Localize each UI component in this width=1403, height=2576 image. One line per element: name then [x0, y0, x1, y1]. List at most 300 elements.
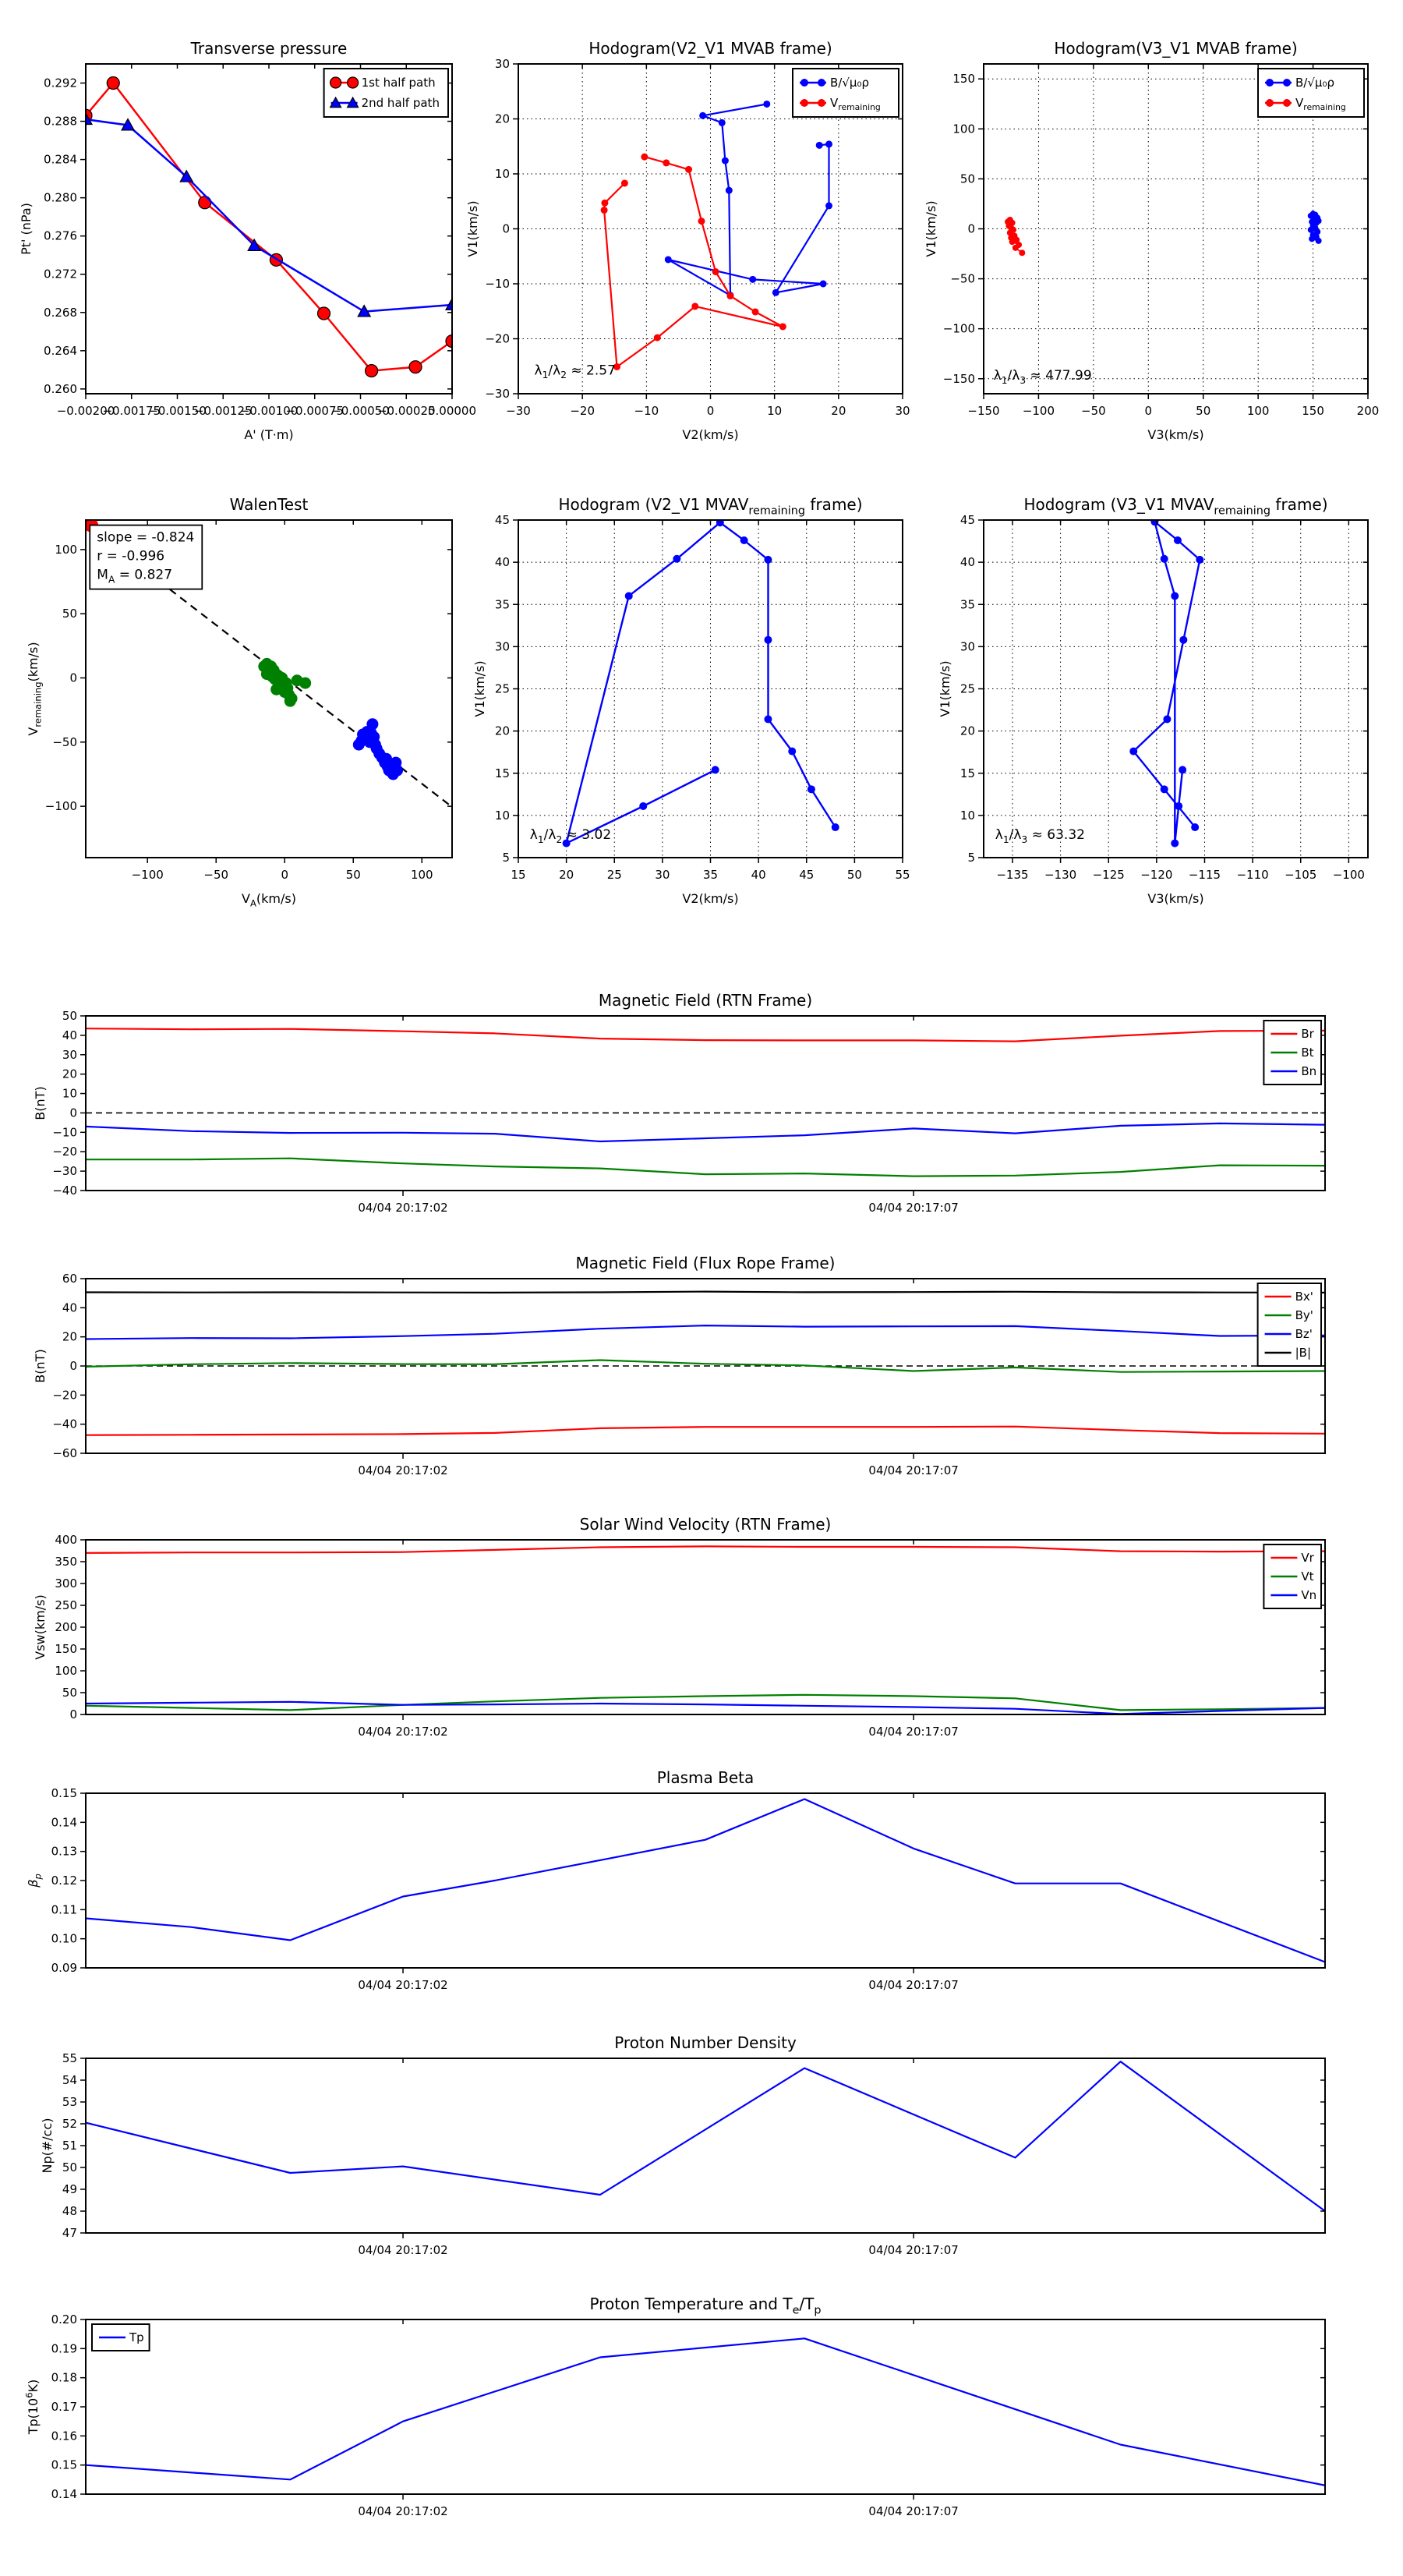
- y-tick-label: −10: [52, 1125, 77, 1140]
- marker-dot: [1283, 99, 1291, 107]
- marker-dot: [663, 159, 670, 166]
- marker-dot: [818, 99, 825, 107]
- marker-dot: [800, 99, 808, 107]
- y-tick-label: −50: [52, 734, 77, 749]
- y-tick-label: −100: [44, 799, 77, 814]
- marker-dot: [601, 200, 608, 207]
- panel-magnetic-field-rtn: [33, 991, 1325, 1215]
- marker-dot: [391, 765, 403, 777]
- x-tick-label: −0.00125: [193, 404, 253, 418]
- x-tick-label: 30: [655, 868, 670, 882]
- x-tick-label: 0.00000: [427, 404, 477, 418]
- x-tick-label: −135: [996, 868, 1029, 882]
- x-tick-label: −120: [1140, 868, 1173, 882]
- series-Bx': [86, 1427, 1325, 1435]
- panel-title: Hodogram (V2_V1 $MVAV_{remaining}$ frame): [558, 495, 863, 518]
- marker-dot: [1316, 218, 1322, 224]
- axes-frame: [86, 2319, 1325, 2494]
- y-tick-label: 0: [69, 671, 77, 685]
- marker-dot: [808, 785, 815, 793]
- marker-dot: [726, 187, 733, 194]
- axes-frame: [86, 2058, 1325, 2233]
- y-tick-label: 60: [62, 1272, 77, 1286]
- y-tick-label: 20: [959, 724, 975, 738]
- legend-label: $V_{remaining}$: [1295, 96, 1346, 113]
- y-tick-label: −150: [942, 371, 975, 386]
- y-tick-label: 0.11: [51, 1902, 77, 1917]
- y-tick-label: 0.260: [44, 381, 77, 396]
- x-tick-label: 04/04 20:17:07: [868, 2504, 959, 2518]
- y-tick-label: 300: [55, 1576, 77, 1591]
- marker-dot: [818, 79, 825, 87]
- series-Bn: [86, 1123, 1325, 1141]
- y-tick-label: 100: [55, 1664, 77, 1678]
- x-tick-label: 04/04 20:17:07: [868, 1725, 959, 1739]
- y-tick-label: 10: [494, 808, 510, 823]
- y-tick-label: 20: [62, 1067, 77, 1081]
- legend-label: |B|: [1295, 1346, 1312, 1360]
- legend-label: 2nd half path: [361, 96, 440, 110]
- marker-dot: [820, 281, 827, 288]
- y-axis-label: B(nT): [33, 1349, 48, 1383]
- panel-title: WalenTest: [229, 495, 309, 514]
- y-axis-label: $Tp(10^6K)$: [23, 2379, 41, 2435]
- y-tick-label: 48: [62, 2204, 77, 2218]
- x-tick-label: 0: [706, 404, 715, 418]
- series-B-hodogram: [668, 104, 829, 295]
- series-2nd half path: [86, 119, 452, 312]
- x-tick-label: 40: [751, 868, 766, 882]
- x-tick-label: −50: [1081, 404, 1106, 418]
- marker-dot: [1163, 715, 1171, 723]
- axes-frame: [86, 1793, 1325, 1968]
- legend-label: Vt: [1301, 1569, 1314, 1583]
- marker-dot: [1009, 239, 1016, 245]
- x-tick-label: 15: [511, 868, 526, 882]
- y-tick-label: 0.18: [51, 2370, 77, 2385]
- marker-dot: [1161, 555, 1168, 563]
- marker-dot: [1283, 79, 1291, 87]
- panel-hodogram-v3v1-mvab: [924, 39, 1379, 442]
- marker-dot: [764, 636, 772, 644]
- legend-label: B/√μ₀ρ: [1295, 76, 1334, 90]
- panel-title: Plasma Beta: [656, 1768, 755, 1787]
- legend-label: Br: [1301, 1027, 1314, 1041]
- legend-label: By': [1295, 1308, 1313, 1322]
- y-tick-label: 20: [494, 724, 510, 738]
- y-tick-label: 0.12: [51, 1874, 77, 1888]
- x-tick-label: −100: [131, 868, 164, 882]
- y-tick-label: 0.20: [51, 2312, 77, 2327]
- stats-line: slope = -0.824: [97, 529, 195, 546]
- marker-dot: [816, 142, 823, 149]
- y-tick-label: −60: [52, 1446, 77, 1460]
- y-tick-label: −30: [52, 1164, 77, 1179]
- x-tick-label: 04/04 20:17:07: [868, 1463, 959, 1477]
- panel-solar-wind-velocity: [33, 1515, 1325, 1739]
- y-tick-label: 150: [952, 72, 975, 87]
- y-tick-label: −30: [485, 387, 510, 401]
- marker-dot: [1161, 785, 1168, 793]
- marker-circle: [199, 196, 211, 209]
- y-tick-label: 0.272: [44, 267, 77, 281]
- series-Bt: [86, 1159, 1325, 1177]
- marker-dot: [1129, 748, 1137, 755]
- y-tick-label: 20: [62, 1329, 77, 1344]
- marker-dot: [832, 823, 839, 831]
- y-axis-label: Np(#/cc): [40, 2118, 55, 2174]
- panel-title: Proton Temperature and $T_e/T_p$: [589, 2295, 822, 2317]
- x-tick-label: −150: [967, 404, 1000, 418]
- y-tick-label: 100: [55, 542, 77, 557]
- y-tick-label: 50: [62, 607, 77, 621]
- y-tick-label: 47: [62, 2226, 77, 2240]
- marker-dot: [1179, 766, 1186, 773]
- x-tick-label: 10: [767, 404, 783, 418]
- x-tick-label: 35: [702, 868, 719, 882]
- y-tick-label: −40: [52, 1184, 77, 1198]
- x-axis-label: $V_A(km/s)$: [242, 891, 296, 909]
- marker-dot: [749, 276, 756, 283]
- y-tick-label: 100: [952, 122, 975, 136]
- y-tick-label: 51: [62, 2139, 77, 2153]
- x-tick-label: 100: [410, 868, 433, 882]
- y-tick-label: 0.264: [44, 343, 77, 358]
- panel-proton-temperature: [23, 2295, 1325, 2518]
- panel-magnetic-field-flux-rope: [33, 1254, 1325, 1477]
- series-Vn: [86, 1702, 1325, 1714]
- x-tick-label: −30: [506, 404, 531, 418]
- marker-dot: [1019, 249, 1025, 256]
- y-tick-label: 0: [967, 221, 975, 236]
- x-tick-label: −0.00175: [102, 404, 161, 418]
- x-tick-label: −115: [1188, 868, 1221, 882]
- y-tick-label: 30: [62, 1047, 77, 1062]
- x-tick-label: −105: [1285, 868, 1317, 882]
- marker-dot: [719, 119, 726, 126]
- marker-circle: [107, 77, 119, 90]
- series-Tp: [86, 2338, 1325, 2486]
- x-tick-label: 04/04 20:17:02: [358, 1725, 448, 1739]
- y-tick-label: 0.17: [51, 2400, 77, 2414]
- y-tick-label: 0.14: [51, 1815, 77, 1830]
- y-tick-label: 0: [502, 221, 510, 236]
- panel-title: Proton Number Density: [614, 2033, 797, 2052]
- y-tick-label: 0: [69, 1359, 77, 1373]
- y-tick-label: 150: [55, 1642, 77, 1656]
- x-tick-label: 04/04 20:17:02: [358, 2243, 448, 2257]
- y-tick-label: 5: [967, 851, 975, 865]
- annotation: $\lambda_1/\lambda_2 \approx 3.02$: [529, 827, 612, 845]
- y-tick-label: 25: [959, 681, 975, 696]
- legend-label: Bn: [1301, 1064, 1317, 1078]
- x-tick-label: 45: [799, 868, 815, 882]
- marker-dot: [712, 766, 719, 773]
- y-axis-label: V1(km/s): [472, 660, 487, 717]
- x-tick-label: 100: [1246, 404, 1270, 418]
- legend-label: B/√μ₀ρ: [830, 76, 869, 90]
- marker-dot: [641, 154, 648, 161]
- series-|B|: [86, 1292, 1325, 1293]
- y-tick-label: 0.15: [51, 1786, 77, 1800]
- y-tick-label: 0.09: [51, 1961, 77, 1975]
- y-tick-label: 40: [959, 555, 975, 570]
- marker-dot: [788, 748, 796, 755]
- marker-dot: [284, 695, 296, 707]
- y-tick-label: 0.276: [44, 228, 77, 243]
- y-tick-label: 10: [494, 167, 510, 181]
- y-tick-label: 250: [55, 1598, 77, 1612]
- y-tick-label: 55: [62, 2051, 77, 2065]
- series-Bz': [86, 1325, 1325, 1339]
- panel-title: Transverse pressure: [190, 39, 348, 58]
- marker-dot: [712, 268, 719, 275]
- panel-hodogram-v3v1-mvav: [938, 495, 1368, 906]
- y-tick-label: 30: [494, 639, 510, 654]
- y-tick-label: 0.13: [51, 1844, 77, 1859]
- y-tick-label: 30: [959, 639, 975, 654]
- y-tick-label: 40: [494, 555, 510, 570]
- y-tick-label: 49: [62, 2182, 77, 2196]
- y-tick-label: 0.15: [51, 2457, 77, 2472]
- series-beta-p: [86, 1799, 1325, 1962]
- x-tick-label: 0: [281, 868, 289, 882]
- marker-dot: [726, 292, 733, 299]
- series-V-hodogram: [567, 522, 836, 843]
- x-tick-label: 150: [1302, 404, 1324, 418]
- marker-dot: [1171, 840, 1179, 847]
- marker-dot: [763, 101, 770, 108]
- x-axis-label: A' (T·m): [244, 427, 294, 442]
- panel-title: Magnetic Field (Flux Rope Frame): [575, 1254, 836, 1272]
- y-tick-label: 0.19: [51, 2341, 77, 2356]
- marker-dot: [1179, 636, 1187, 644]
- panel-transverse-pressure: [19, 39, 476, 442]
- marker-dot: [779, 323, 786, 330]
- annotation: $\lambda_1/\lambda_3 \approx 477.99$: [993, 368, 1092, 386]
- marker-dot: [673, 555, 680, 563]
- y-axis-label: B(nT): [33, 1086, 48, 1120]
- x-axis-label: V3(km/s): [1147, 891, 1204, 906]
- x-tick-label: 30: [895, 404, 910, 418]
- y-tick-label: 400: [55, 1533, 77, 1547]
- y-tick-label: 200: [55, 1620, 77, 1634]
- axes-frame: [86, 1540, 1325, 1714]
- marker-dot: [270, 684, 282, 695]
- marker-dot: [665, 256, 672, 263]
- marker-dot: [825, 202, 832, 209]
- legend-label: Bz': [1295, 1327, 1313, 1341]
- marker-dot: [764, 715, 772, 723]
- y-tick-label: 35: [494, 597, 510, 612]
- y-tick-label: 50: [62, 1009, 77, 1023]
- y-axis-label: V1(km/s): [938, 660, 952, 717]
- y-tick-label: 25: [494, 681, 510, 696]
- y-tick-label: 30: [494, 57, 510, 71]
- y-tick-label: 54: [62, 2073, 77, 2087]
- x-tick-label: 50: [1196, 404, 1211, 418]
- y-tick-label: 35: [959, 597, 975, 612]
- marker-dot: [1171, 592, 1179, 600]
- x-tick-label: 55: [895, 868, 910, 882]
- y-tick-label: 45: [494, 513, 510, 527]
- y-tick-label: 350: [55, 1555, 77, 1569]
- y-tick-label: 10: [62, 1086, 77, 1101]
- marker-dot: [1266, 99, 1274, 107]
- annotation: $\lambda_1/\lambda_3 \approx 63.32$: [995, 827, 1085, 845]
- series-1st half path: [86, 83, 452, 371]
- y-tick-label: −50: [950, 271, 975, 286]
- x-tick-label: 200: [1356, 404, 1380, 418]
- x-tick-label: −10: [634, 404, 659, 418]
- y-tick-label: −40: [52, 1417, 77, 1431]
- x-tick-label: 20: [559, 868, 574, 882]
- series-V-hodogram: [1133, 522, 1200, 843]
- y-tick-label: 20: [494, 111, 510, 126]
- x-axis-label: V3(km/s): [1147, 427, 1204, 442]
- marker-dot: [1191, 823, 1199, 831]
- x-tick-label: −20: [570, 404, 595, 418]
- x-tick-label: 50: [345, 868, 361, 882]
- marker-dot: [654, 334, 661, 341]
- marker-dot: [1316, 238, 1322, 244]
- y-axis-label: Vsw(km/s): [33, 1594, 48, 1660]
- y-tick-label: 0.268: [44, 305, 77, 320]
- y-axis-label: Pt' (nPa): [19, 203, 34, 255]
- marker-circle: [348, 77, 359, 88]
- legend-label: 1st half path: [361, 76, 436, 90]
- panel-plasma-beta: [26, 1768, 1325, 1992]
- series-Br: [86, 1028, 1325, 1041]
- x-tick-label: −0.00025: [376, 404, 436, 418]
- legend-label: Bx': [1295, 1290, 1313, 1304]
- y-tick-label: 0.16: [51, 2429, 77, 2443]
- y-tick-label: 15: [494, 766, 510, 780]
- y-tick-label: 40: [62, 1300, 77, 1315]
- panel-hodogram-v2v1-mvab: [465, 39, 910, 442]
- marker-dot: [299, 678, 311, 689]
- marker-dot: [691, 303, 698, 310]
- marker-dot: [639, 802, 647, 810]
- y-tick-label: 50: [62, 2160, 77, 2174]
- y-axis-label: $V_{remaining}(km/s)$: [26, 642, 44, 736]
- y-tick-label: 52: [62, 2117, 77, 2131]
- marker-dot: [740, 536, 748, 544]
- marker-dot: [1266, 79, 1274, 87]
- x-tick-label: 04/04 20:17:02: [358, 1201, 448, 1215]
- marker-dot: [764, 556, 772, 564]
- y-tick-label: 45: [959, 513, 975, 527]
- x-tick-label: −110: [1236, 868, 1269, 882]
- marker-dot: [1196, 556, 1203, 564]
- marker-dot: [1174, 536, 1182, 544]
- panel-title: Magnetic Field (RTN Frame): [598, 991, 813, 1010]
- x-tick-label: 50: [846, 868, 862, 882]
- x-tick-label: 20: [831, 404, 846, 418]
- marker-dot: [685, 166, 692, 173]
- marker-dot: [601, 207, 608, 214]
- marker-dot: [699, 112, 706, 119]
- marker-circle: [366, 365, 378, 377]
- x-tick-label: 04/04 20:17:07: [868, 1201, 959, 1215]
- y-tick-label: 50: [959, 172, 975, 186]
- y-tick-label: 10: [959, 808, 975, 823]
- y-tick-label: −10: [485, 277, 510, 291]
- x-tick-label: −0.00050: [331, 404, 390, 418]
- x-tick-label: 04/04 20:17:02: [358, 1463, 448, 1477]
- y-axis-label: V1(km/s): [465, 200, 480, 257]
- panel-proton-number-density: [40, 2033, 1325, 2257]
- series-Vr: [86, 1546, 1325, 1552]
- y-tick-label: −100: [942, 321, 975, 336]
- y-tick-label: 40: [62, 1028, 77, 1042]
- x-tick-label: 04/04 20:17:07: [868, 2243, 959, 2257]
- panel-hodogram-v2v1-mvav: [472, 495, 910, 906]
- x-tick-label: −100: [1332, 868, 1365, 882]
- marker-dot: [800, 79, 808, 87]
- panel-title: Hodogram(V3_V1 MVAB frame): [1054, 39, 1298, 58]
- marker-dot: [366, 718, 378, 730]
- marker-dot: [772, 289, 779, 296]
- marker-circle: [330, 77, 341, 88]
- marker-dot: [625, 592, 633, 600]
- marker-dot: [825, 140, 832, 147]
- y-tick-label: 0.14: [51, 2487, 77, 2501]
- marker-dot: [752, 308, 759, 315]
- annotation: $\lambda_1/\lambda_2 \approx 2.57$: [534, 363, 616, 381]
- marker-dot: [1012, 245, 1019, 251]
- y-tick-label: −20: [52, 1388, 77, 1403]
- y-tick-label: −20: [52, 1145, 77, 1159]
- legend-label: Vr: [1301, 1551, 1314, 1565]
- series-Np: [86, 2061, 1325, 2211]
- y-tick-label: 0.280: [44, 190, 77, 205]
- x-axis-label: V2(km/s): [682, 891, 739, 906]
- y-tick-label: 15: [959, 766, 975, 780]
- panel-title: Hodogram (V3_V1 $MVAV_{remaining}$ frame): [1023, 495, 1328, 518]
- panel-walen-test: [26, 495, 452, 908]
- legend-label: Bt: [1301, 1046, 1314, 1060]
- marker-circle: [409, 361, 422, 373]
- y-tick-label: 0.288: [44, 114, 77, 129]
- x-tick-label: −0.00200: [56, 404, 115, 418]
- y-axis-label: $\beta_p$: [26, 1874, 44, 1888]
- panel-title: Hodogram(V2_V1 MVAB frame): [588, 39, 832, 58]
- legend-label: $V_{remaining}$: [830, 96, 881, 113]
- x-tick-label: −0.00075: [285, 404, 345, 418]
- marker-circle: [318, 307, 330, 320]
- legend-label: Vn: [1301, 1588, 1317, 1602]
- y-tick-label: 53: [62, 2095, 77, 2109]
- y-axis-label: V1(km/s): [924, 200, 938, 257]
- marker-dot: [1150, 518, 1158, 525]
- x-tick-label: 0: [1144, 404, 1153, 418]
- y-tick-label: 0.284: [44, 152, 77, 167]
- stats-line: $M_A = 0.827$: [97, 567, 173, 586]
- y-tick-label: 0.292: [44, 76, 77, 90]
- y-tick-label: 0.10: [51, 1931, 77, 1946]
- x-tick-label: 04/04 20:17:02: [358, 1978, 448, 1992]
- axes-frame: [86, 1016, 1325, 1191]
- y-tick-label: −20: [485, 331, 510, 346]
- x-tick-label: 04/04 20:17:07: [868, 1978, 959, 1992]
- x-axis-label: V2(km/s): [682, 427, 739, 442]
- marker-dot: [1175, 802, 1182, 810]
- x-tick-label: −130: [1044, 868, 1077, 882]
- x-tick-label: −0.00100: [239, 404, 299, 418]
- x-tick-label: −50: [203, 868, 229, 882]
- x-tick-label: −125: [1092, 868, 1125, 882]
